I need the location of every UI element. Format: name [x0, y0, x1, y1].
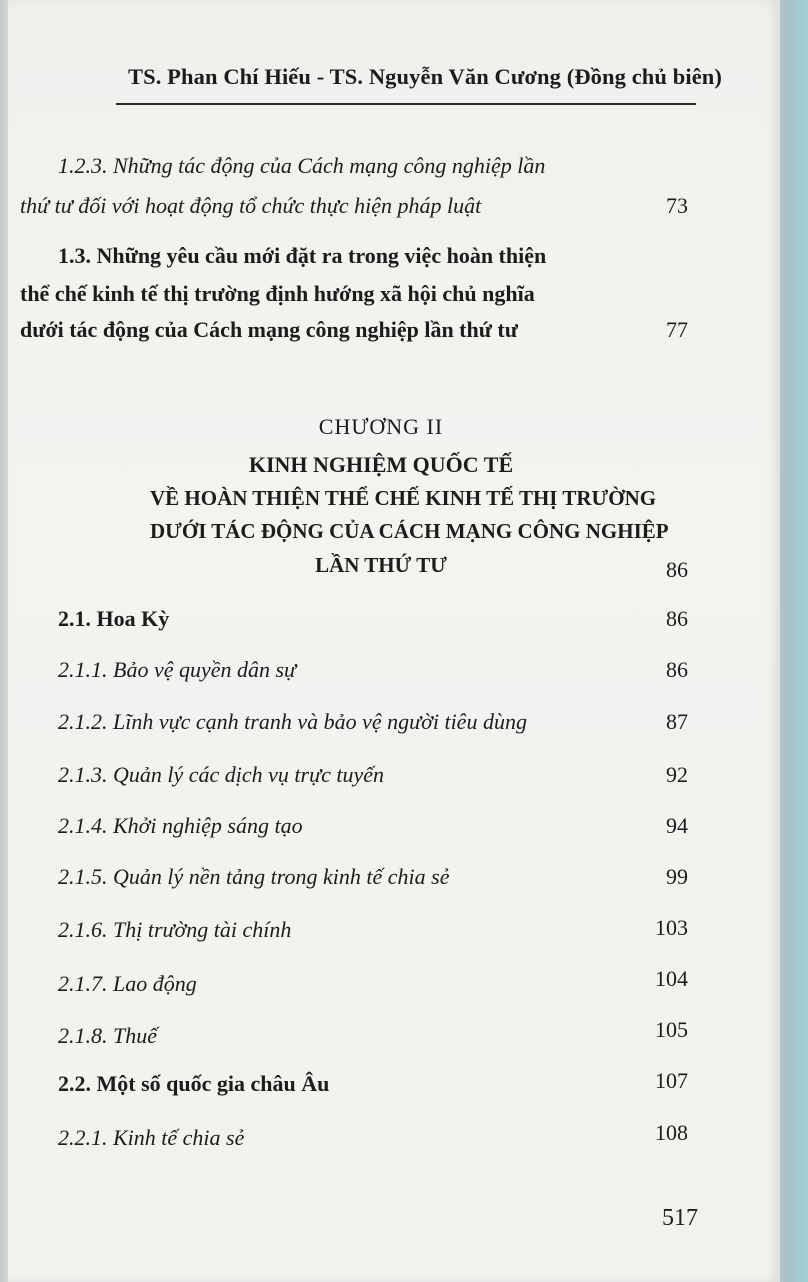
header-rule [116, 103, 696, 105]
toc-section-2-1: 2.1. Hoa Kỳ [58, 606, 170, 631]
running-head: TS. Phan Chí Hiếu - TS. Nguyễn Văn Cương (Đồng chủ biên) [128, 64, 723, 89]
toc-section-2-2-1-page: 108 [655, 1120, 688, 1145]
chapter-title-line-4: LẦN THỨ TƯ [315, 553, 447, 577]
toc-section-2-1-6-page: 103 [655, 915, 688, 940]
toc-section-2-1-2: 2.1.2. Lĩnh vực cạnh tranh và bảo vệ người tiêu dùng [58, 709, 527, 734]
toc-section-2-1-5-page: 99 [666, 864, 688, 889]
toc-section-2-1-3-page: 92 [666, 762, 688, 787]
toc-section-2-2: 2.2. Một số quốc gia châu Âu [58, 1071, 330, 1096]
toc-entry-1-3-line-3: dưới tác động của Cách mạng công nghiệp lần thứ tư [20, 317, 518, 342]
toc-entry-1-2-3-line-2: thứ tư đối với hoạt động tổ chức thực hiện pháp luật [20, 193, 482, 218]
toc-section-2-1-4-page: 94 [666, 813, 688, 838]
toc-section-2-2-page: 107 [655, 1068, 688, 1093]
toc-section-2-1-6: 2.1.6. Thị trường tài chính [58, 917, 292, 942]
chapter-title-line-3: DƯỚI TÁC ĐỘNG CỦA CÁCH MẠNG CÔNG NGHIỆP [150, 519, 669, 543]
toc-section-2-1-3: 2.1.3. Quản lý các dịch vụ trực tuyến [58, 762, 385, 787]
toc-section-2-1-8: 2.1.8. Thuế [58, 1023, 157, 1048]
toc-section-2-2-1: 2.2.1. Kinh tế chia sẻ [58, 1125, 245, 1150]
toc-section-2-1-7: 2.1.7. Lao động [58, 971, 197, 996]
toc-section-2-1-7-page: 104 [655, 966, 688, 991]
book-right-edge [778, 0, 808, 1282]
toc-section-2-1-2-page: 87 [666, 709, 688, 734]
chapter-title-line-2: VỀ HOÀN THIỆN THỂ CHẾ KINH TẾ THỊ TRƯỜNG [150, 486, 657, 510]
toc-section-2-1-5: 2.1.5. Quản lý nền tảng trong kinh tế chia sẻ [58, 864, 450, 889]
toc-entry-1-3-page: 77 [666, 317, 688, 342]
page-number: 517 [662, 1205, 698, 1231]
chapter-title-line-1: KINH NGHIỆM QUỐC TẾ [248, 452, 514, 477]
toc-section-2-1-1: 2.1.1. Bảo vệ quyền dân sự [58, 657, 297, 682]
toc-entry-1-2-3-line-1: 1.2.3. Những tác động của Cách mạng công nghiệp lần [58, 153, 546, 178]
toc-section-2-1-4: 2.1.4. Khởi nghiệp sáng tạo [58, 813, 303, 838]
toc-entry-1-3-line-2: thể chế kinh tế thị trường định hướng xã hội chủ nghĩa [20, 281, 535, 306]
chapter-label: CHƯƠNG II [318, 414, 444, 439]
toc-entry-1-3-line-1: 1.3. Những yêu cầu mới đặt ra trong việc hoàn thiện [58, 243, 547, 268]
toc-section-2-1-1-page: 86 [666, 657, 688, 682]
toc-section-2-1-page: 86 [666, 606, 688, 631]
chapter-page: 86 [666, 557, 688, 582]
toc-section-2-1-8-page: 105 [655, 1017, 688, 1042]
toc-entry-1-2-3-page: 73 [666, 193, 688, 218]
